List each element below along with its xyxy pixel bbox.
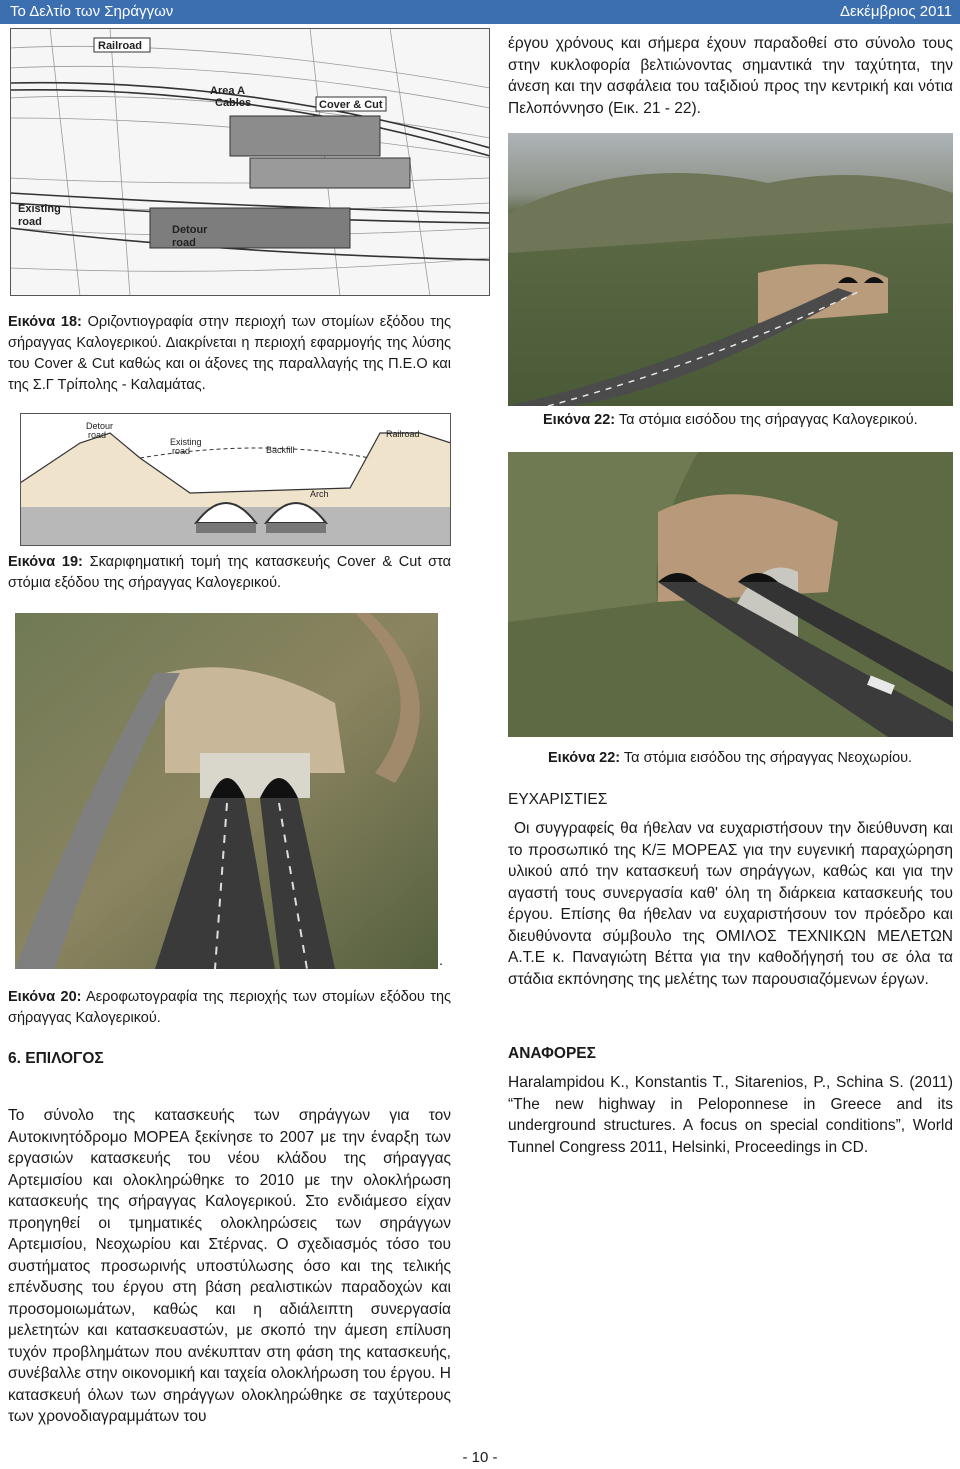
label-railroad: Railroad [386, 429, 420, 439]
reference-entry: Haralampidou K., Konstantis T., Sitarenios, P., Schina S. (2011) “The new highway in Peloponnese in Greece and its underground structures. A focus on special conditions”, World Tunnel Congress 2011, Helsinki, Proceedings in CD. [508, 1074, 953, 1156]
intro-continuation-text: έργου χρόνους και σήμερα έχουν παραδοθεί στο σύνολο τους στην κυκλοφορία βελτιώνοντας σημαντικά την ταχύτητα, την άνεση και την ασφάλεια του ταξιδιού προς την κεντρική και νότια Πελοπόννησο (Εικ. 21 - 22). [508, 35, 953, 117]
caption-label: Εικόνα 18: [8, 314, 82, 330]
label-detour-road: road [88, 430, 107, 440]
figure-19-caption [8, 552, 451, 594]
acknowledgements-title: ΕΥΧΑΡΙΣΤΙΕΣ [508, 791, 608, 808]
label-existing: Existing [18, 203, 61, 215]
section-6-text: Το σύνολο της κατασκευής των σηράγγων για τον Αυτοκινητόδρομο ΜΟΡΕΑ ξεκίνησε το 2007 με την έναρξη των εργασιών κατασκευής του νέου κλάδου της σήραγγας Αρτεμισίου και ολοκληρώθηκε το 2010 με την ολοκλήρωση κατασκευής της σήραγγας Καλογερικού. Στο ενδιάμεσο είχαν προηγηθεί οι τμηματικές ολοκληρώσεις των σηράγγων Αρτεμισίου, Νεοχωρίου και Στέρνας. Ο σχεδιασμός τόσο του συστήματος προσωρινής υποστύλωσης όσο και της τελικής επένδυσης του έργου στη βάση ρεαλιστικών παραδοχών και προσομοιωμάτων, καθώς και η αδιάλειπτη συνεργασία μελετητών και κατασκευαστών, με σκοπό την άμεση επίλυση τυχόν προβλημάτων που ανέκυπταν στη φάση της κατασκευής, συνέβαλλε στην οικονομική και ταχεία ολοκλήρωση του έργου. Η κατασκευή όλων των σηράγγων ολοκληρώθηκε σε ταχύτερους των χρονοδιαγραμμάτων του [8, 1107, 451, 1425]
caption-label: Εικόνα 22: [548, 750, 621, 766]
section-6-title: 6. ΕΠΙΛΟΓΟΣ [8, 1050, 104, 1067]
figure-22-neochoriou-photo [508, 452, 953, 737]
kalogerikou-photo-svg [508, 133, 953, 406]
caption-text: Οριζοντιογραφία στην περιοχή των στομίων εξόδου της σήραγγας Καλογερικού. Διακρίνεται η περιοχή εφαρμογής της λύσης του Cover & Cut καθώς και οι άξονες της παραλλαγής της Π.Ε.Ο και της Σ.Γ Τρίπολης - Καλαμάτας. [8, 314, 451, 393]
caption-label: Εικόνα 19: [8, 554, 83, 570]
label-arch: Arch [310, 489, 329, 499]
label-backfill: Backfill [266, 445, 295, 455]
figure-18-caption [8, 312, 451, 396]
caption-text: Τα στόμια εισόδου της σήραγγας Νεοχωρίου. [620, 750, 913, 766]
caption-label: Εικόνα 20: [8, 989, 82, 1005]
caption-text: Αεροφωτογραφία της περιοχής των στομίων εξόδου της σήραγγας Καλογερικού. [8, 989, 451, 1026]
figure-19-cross-section [20, 413, 451, 546]
label-cables: Cables [215, 97, 252, 109]
journal-title: Το Δελτίο των Σηράγγων [10, 3, 174, 20]
label-railroad: Railroad [98, 40, 143, 52]
label-cover-cut: Cover & Cut [319, 99, 383, 111]
figure-20-caption [8, 987, 451, 1029]
figure-18-plan-drawing [10, 28, 490, 296]
figure-22-kalogerikou-caption [543, 410, 918, 431]
label-detour-road: road [172, 237, 196, 249]
label-detour: Detour [172, 224, 208, 236]
label-existing-road: road [18, 216, 42, 228]
label-detour: Detour [86, 421, 114, 431]
label-existing: Existing [170, 437, 202, 447]
label-area: Area A [210, 85, 246, 97]
page-header [0, 0, 960, 24]
figure-20-aerial-photo [15, 613, 438, 969]
caption-text: Σκαριφηματική τομή της κατασκευής Cover & Cut στα στόμια εξόδου της σήραγγας Καλογερικού. [8, 554, 451, 591]
plan-drawing-svg [10, 28, 490, 296]
stray-dot: . [439, 952, 443, 968]
neochoriou-photo-svg [508, 452, 953, 737]
issue-date: Δεκέμβριος 2011 [839, 3, 952, 20]
section-drawing-svg [20, 413, 451, 546]
label-existing-road: road [172, 446, 191, 456]
references-title: ΑΝΑΦΟΡΕΣ [508, 1045, 596, 1062]
caption-label: Εικόνα 22: [543, 412, 616, 428]
figure-22-kalogerikou-photo [508, 133, 953, 406]
page-number: - 10 - [462, 1449, 498, 1466]
caption-text: Τα στόμια εισόδου της σήραγγας Καλογερικού. [615, 412, 918, 428]
aerial-photo-svg [15, 613, 438, 969]
figure-22-neochoriou-caption [548, 748, 912, 769]
acknowledgements-text: Οι συγγραφείς θα ήθελαν να ευχαριστήσουν την διεύθυνση και το προσωπικό της Κ/Ξ ΜΟΡΕΑΣ για την ευγενική παραχώρηση υλικού από την κατασκευή των σηράγγων, καθώς και για την αγαστή τους συνεργασία καθ' όλη τη διάρκεια κατασκευής του έργου. Επίσης θα ήθελαν να ευχαριστήσουν τον πρόεδρο και διευθύνοντα σύμβουλο της ΟΜΙΛΟΣ ΤΕΧΝΙΚΩΝ ΜΕΛΕΤΩΝ Α.Τ.Ε κ. Παναγιώτη Βέττα για την καθοδήγησή του σε όλα τα στάδια εκπόνησης της μελέτης των παρουσιαζόμενων έργων. [508, 820, 953, 988]
